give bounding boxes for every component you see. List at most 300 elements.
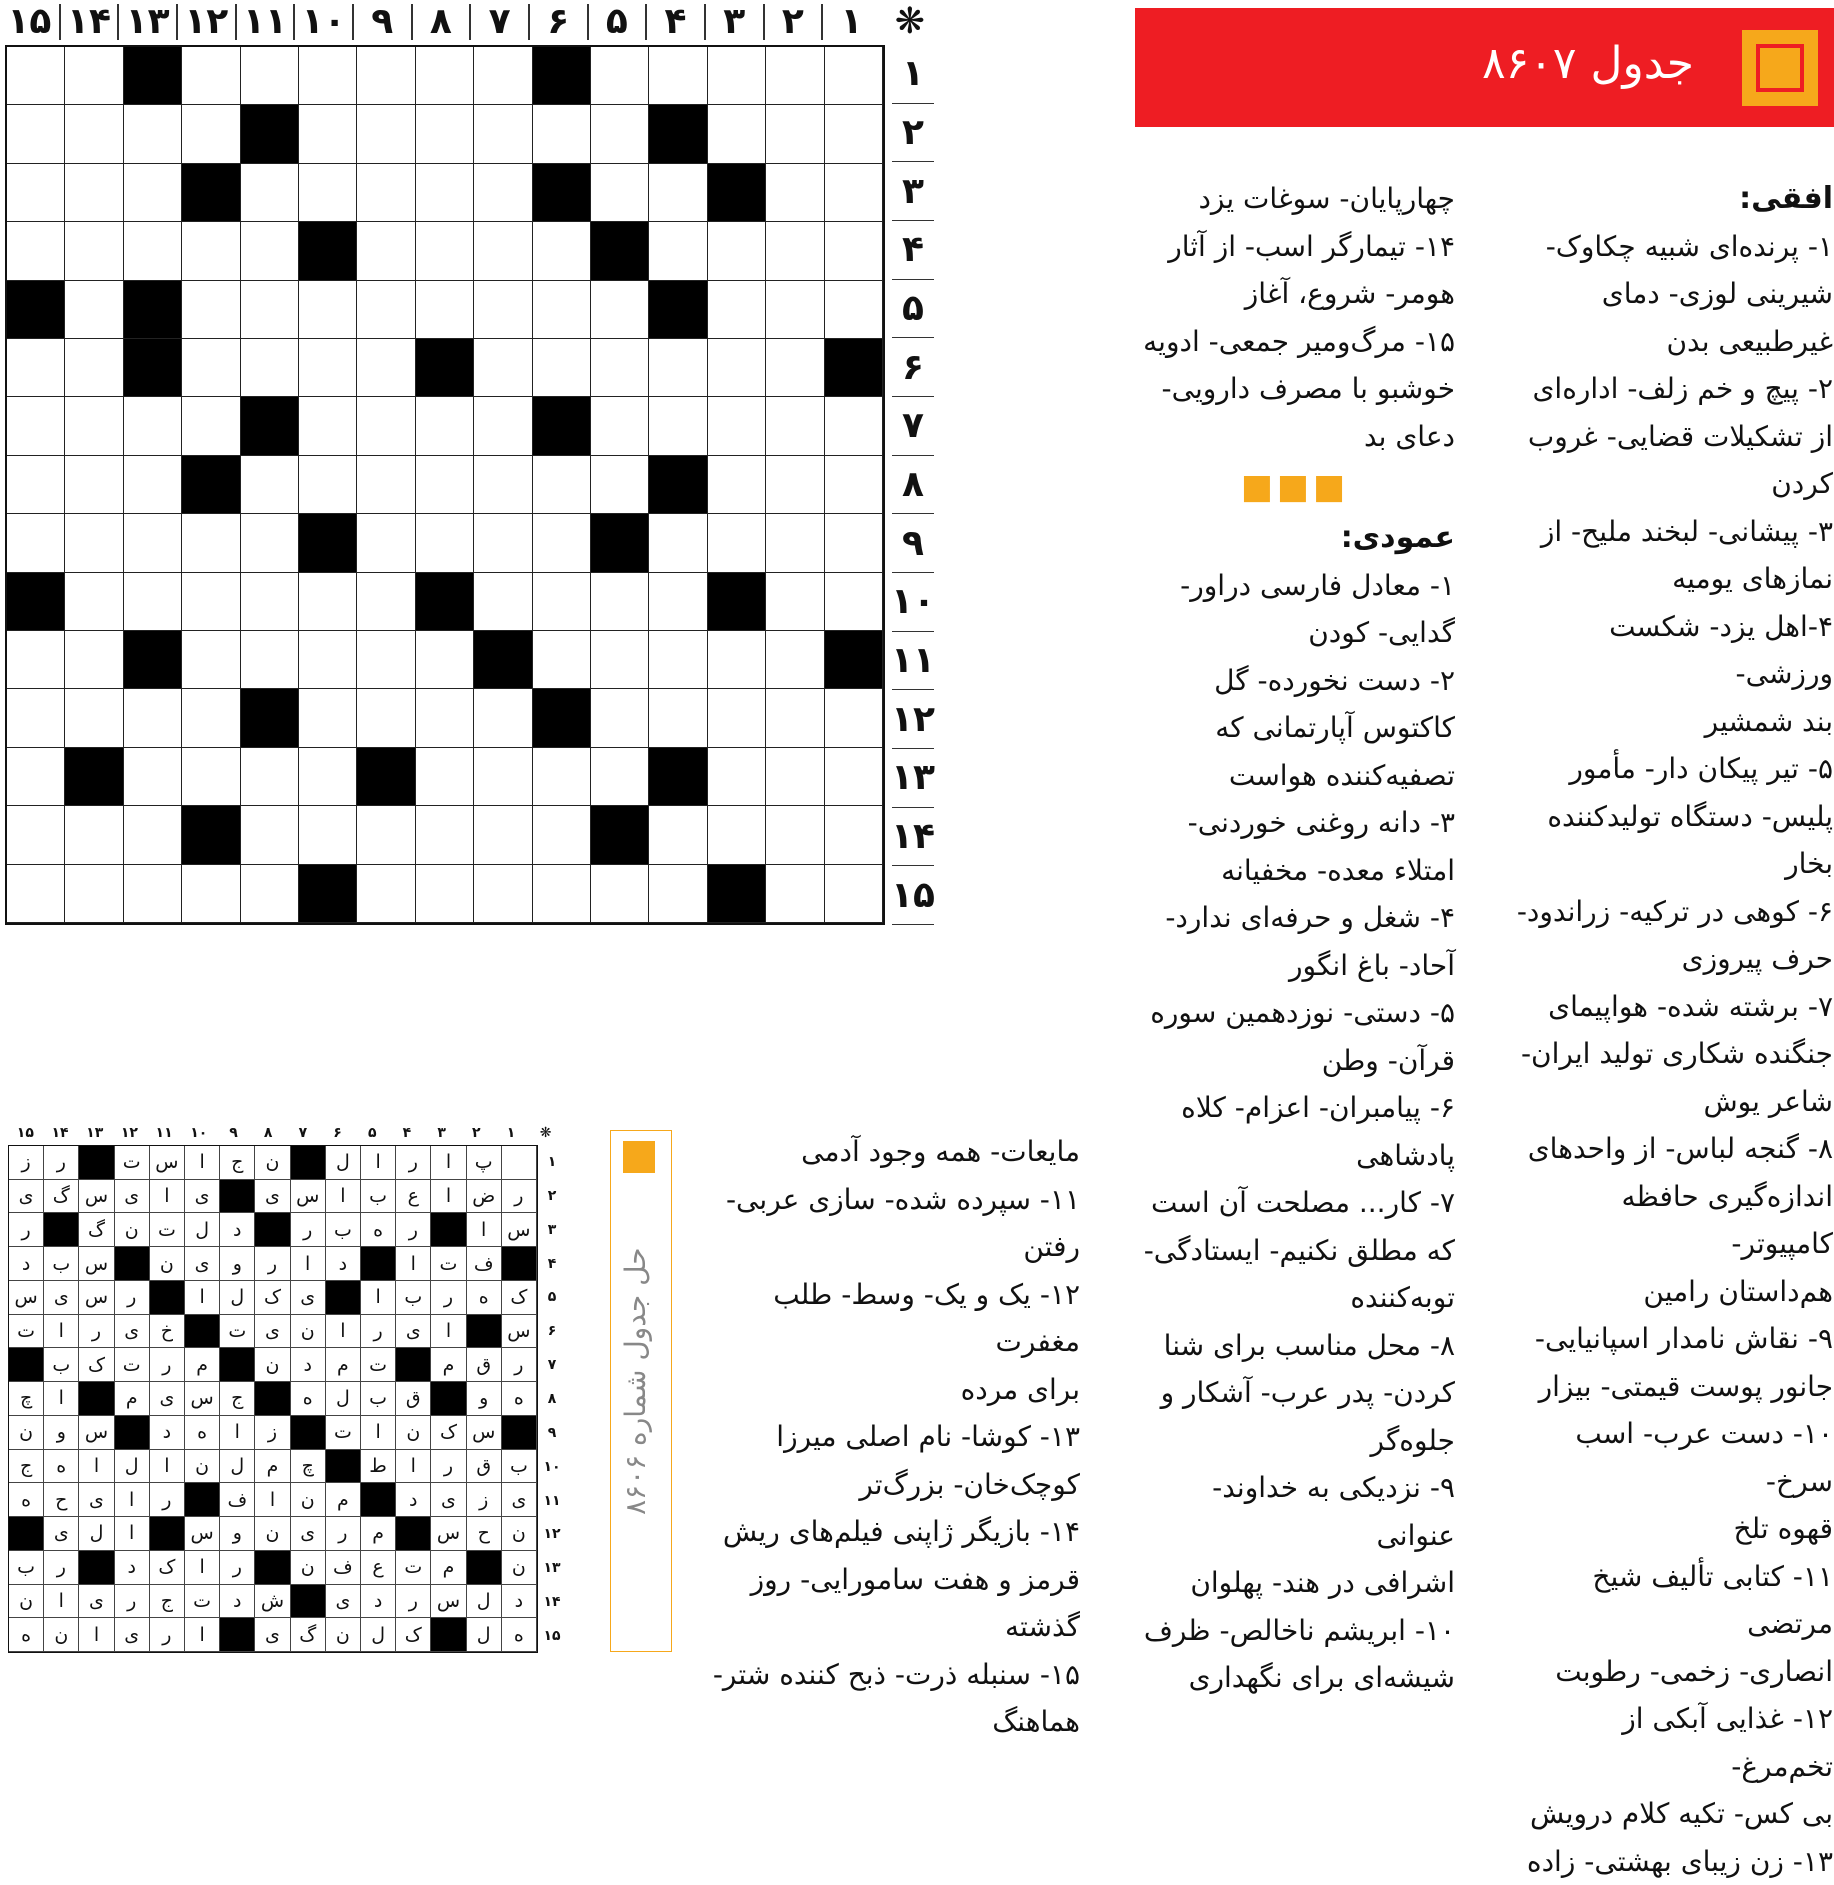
grid-cell[interactable] (182, 631, 240, 689)
grid-cell[interactable] (533, 865, 591, 923)
solution-cell: س (79, 1180, 114, 1214)
solution-cell: ا (291, 1247, 326, 1281)
clue-line: قرمز و هفت سامورایی- روز گذشته (700, 1556, 1080, 1651)
grid-cell[interactable] (241, 514, 299, 572)
grid-cell[interactable] (357, 397, 415, 455)
solution-cell: ن (291, 1315, 326, 1349)
grid-cell[interactable] (533, 631, 591, 689)
grid-cell[interactable] (825, 164, 883, 222)
clue-line: گدایی- کودن (1135, 609, 1455, 657)
solution-cell: د (115, 1551, 150, 1585)
black-cell (299, 514, 357, 572)
grid-cell[interactable] (299, 164, 357, 222)
grid-cell[interactable] (299, 689, 357, 747)
grid-cell[interactable] (299, 281, 357, 339)
grid-cell[interactable] (182, 573, 240, 631)
down-clues-continued (700, 1128, 1080, 1746)
grid-cell[interactable] (474, 806, 532, 864)
grid-cell[interactable] (591, 689, 649, 747)
grid-cell[interactable] (65, 164, 123, 222)
grid-cell[interactable] (241, 631, 299, 689)
grid-cell[interactable] (65, 105, 123, 163)
grid-cell[interactable] (182, 281, 240, 339)
solution-label: حل جدول شماره ۸۶۰۶ (619, 1201, 663, 1561)
grid-cell[interactable] (357, 47, 415, 105)
grid-cell[interactable] (416, 806, 474, 864)
grid-cell[interactable] (533, 456, 591, 514)
grid-cell[interactable] (591, 47, 649, 105)
grid-cell[interactable] (825, 105, 883, 163)
grid-cell[interactable] (766, 222, 824, 280)
grid-cell[interactable] (825, 689, 883, 747)
grid-cell[interactable] (708, 748, 766, 806)
solution-column-number: ۹ (216, 1125, 251, 1143)
grid-cell[interactable] (7, 164, 65, 222)
grid-cell[interactable] (649, 164, 707, 222)
grid-cell[interactable] (299, 748, 357, 806)
solution-cell: ج (220, 1382, 255, 1416)
solution-cell: س (502, 1213, 537, 1247)
grid-cell[interactable] (182, 865, 240, 923)
grid-cell[interactable] (591, 105, 649, 163)
grid-cell[interactable] (416, 514, 474, 572)
solution-cell: ق (467, 1450, 502, 1484)
grid-cell[interactable] (124, 806, 182, 864)
solution-cell: ی (185, 1247, 220, 1281)
grid-cell[interactable] (124, 105, 182, 163)
clue-line: ۱۲- غذایی آبکی از تخم‌مرغ- (1515, 1695, 1833, 1790)
grid-cell[interactable] (649, 573, 707, 631)
solution-black-cell (502, 1416, 537, 1450)
grid-cell[interactable] (357, 105, 415, 163)
grid-cell[interactable] (357, 164, 415, 222)
grid-cell[interactable] (65, 456, 123, 514)
grid-cell[interactable] (65, 865, 123, 923)
grid-cell[interactable] (124, 222, 182, 280)
grid-cell[interactable] (825, 222, 883, 280)
grid-cell[interactable] (649, 631, 707, 689)
grid-cell[interactable] (7, 339, 65, 397)
grid-cell[interactable] (474, 748, 532, 806)
grid-cell[interactable] (65, 47, 123, 105)
grid-cell[interactable] (474, 222, 532, 280)
clue-line: ۶- پیامبران- اعزام- کلاه (1135, 1084, 1455, 1132)
solution-row-number: ۱۰ (540, 1450, 564, 1484)
grid-cell[interactable] (649, 689, 707, 747)
solution-cell: ا (467, 1213, 502, 1247)
grid-cell[interactable] (7, 47, 65, 105)
grid-cell[interactable] (416, 865, 474, 923)
solution-black-cell (220, 1348, 255, 1382)
grid-cell[interactable] (708, 222, 766, 280)
solution-column-number: ۷ (286, 1125, 321, 1143)
grid-cell[interactable] (241, 748, 299, 806)
grid-cell[interactable] (649, 514, 707, 572)
grid-cell[interactable] (708, 806, 766, 864)
grid-cell[interactable] (65, 631, 123, 689)
solution-black-cell (255, 1551, 290, 1585)
solution-cell: گ (291, 1618, 326, 1652)
grid-cell[interactable] (591, 339, 649, 397)
black-cell (533, 47, 591, 105)
crossword-grid[interactable] (5, 45, 885, 925)
grid-cell[interactable] (124, 865, 182, 923)
solution-cell: ر (150, 1483, 185, 1517)
clue-line: ۲- پیچ و خم زلف- اداره‌ای (1515, 365, 1833, 413)
grid-cell[interactable] (416, 222, 474, 280)
grid-cell[interactable] (766, 631, 824, 689)
grid-cell[interactable] (182, 339, 240, 397)
grid-cell[interactable] (182, 105, 240, 163)
grid-cell[interactable] (533, 748, 591, 806)
solution-cell: ک (150, 1551, 185, 1585)
grid-cell[interactable] (416, 748, 474, 806)
grid-cell[interactable] (357, 865, 415, 923)
grid-cell[interactable] (416, 281, 474, 339)
solution-cell: س (185, 1517, 220, 1551)
grid-cell[interactable] (533, 339, 591, 397)
solution-cell: ی (44, 1517, 79, 1551)
grid-cell[interactable] (65, 514, 123, 572)
grid-cell[interactable] (241, 222, 299, 280)
solution-cell: ا (361, 1416, 396, 1450)
clue-line: اندازه‌گیری حافظه کامپیوتر- (1515, 1173, 1833, 1268)
solution-black-cell (185, 1315, 220, 1349)
grid-cell[interactable] (241, 339, 299, 397)
solution-cell (502, 1146, 537, 1180)
solution-cell: ح (44, 1483, 79, 1517)
clue-line: ۶- کوهی در ترکیه- زراندود- (1515, 888, 1833, 936)
grid-cell[interactable] (708, 47, 766, 105)
grid-cell[interactable] (766, 339, 824, 397)
solution-cell: ه (9, 1483, 44, 1517)
grid-cell[interactable] (357, 514, 415, 572)
clue-line: کردن- پدر عرب- آشکار و (1135, 1369, 1455, 1417)
grid-cell[interactable] (533, 222, 591, 280)
grid-cell[interactable] (474, 164, 532, 222)
grid-cell[interactable] (124, 573, 182, 631)
row-number: ۱۵ (892, 866, 934, 925)
black-cell (299, 865, 357, 923)
grid-cell[interactable] (766, 865, 824, 923)
grid-cell[interactable] (766, 47, 824, 105)
solution-black-cell (255, 1213, 290, 1247)
grid-cell[interactable] (357, 281, 415, 339)
grid-cell[interactable] (299, 105, 357, 163)
solution-cell: م (431, 1348, 466, 1382)
grid-cell[interactable] (533, 105, 591, 163)
solution-cell: س (467, 1416, 502, 1450)
grid-cell[interactable] (649, 865, 707, 923)
grid-cell[interactable] (649, 222, 707, 280)
grid-cell[interactable] (124, 164, 182, 222)
grid-cell[interactable] (357, 222, 415, 280)
grid-cell[interactable] (533, 806, 591, 864)
black-cell (7, 281, 65, 339)
solution-black-cell (467, 1315, 502, 1349)
grid-cell[interactable] (591, 631, 649, 689)
grid-cell[interactable] (766, 105, 824, 163)
row-number: ۱۳ (892, 749, 934, 808)
grid-cell[interactable] (825, 281, 883, 339)
grid-cell[interactable] (182, 397, 240, 455)
grid-cell[interactable] (708, 631, 766, 689)
solution-black-cell (431, 1618, 466, 1652)
grid-cell[interactable] (357, 573, 415, 631)
solution-black-cell (79, 1146, 114, 1180)
row-number: ۲ (892, 104, 934, 163)
grid-cell[interactable] (533, 514, 591, 572)
solution-cell: و (220, 1517, 255, 1551)
grid-cell[interactable] (474, 573, 532, 631)
grid-cell[interactable] (7, 865, 65, 923)
grid-cell[interactable] (416, 689, 474, 747)
solution-cell: ع (396, 1180, 431, 1214)
grid-cell[interactable] (766, 281, 824, 339)
across-clues (1515, 175, 1833, 1885)
grid-cell[interactable] (649, 339, 707, 397)
grid-cell[interactable] (182, 748, 240, 806)
grid-cell[interactable] (825, 514, 883, 572)
grid-cell[interactable] (65, 339, 123, 397)
grid-cell[interactable] (591, 164, 649, 222)
grid-cell[interactable] (474, 281, 532, 339)
grid-cell[interactable] (357, 456, 415, 514)
grid-cell[interactable] (766, 397, 824, 455)
grid-cell[interactable] (533, 573, 591, 631)
clue-line: حرف پیروزی (1515, 935, 1833, 983)
clue-line: ۴-اهل یزد- شکست ورزشی- (1515, 603, 1833, 698)
grid-cell[interactable] (649, 397, 707, 455)
grid-cell[interactable] (766, 164, 824, 222)
grid-cell[interactable] (825, 865, 883, 923)
clue-line: هماهنگ (700, 1698, 1080, 1746)
grid-cell[interactable] (649, 47, 707, 105)
grid-cell[interactable] (65, 222, 123, 280)
row-number-header (888, 45, 938, 925)
grid-cell[interactable] (299, 631, 357, 689)
grid-cell[interactable] (124, 514, 182, 572)
grid-cell[interactable] (474, 105, 532, 163)
grid-cell[interactable] (241, 456, 299, 514)
grid-cell[interactable] (474, 47, 532, 105)
grid-cell[interactable] (474, 514, 532, 572)
solution-cell: ز (255, 1416, 290, 1450)
grid-cell[interactable] (7, 806, 65, 864)
clue-line: رفتن (700, 1223, 1080, 1271)
grid-cell[interactable] (65, 281, 123, 339)
column-number: ۱۰ (293, 4, 352, 40)
grid-cell[interactable] (649, 806, 707, 864)
solution-black-cell (326, 1450, 361, 1484)
black-cell (182, 806, 240, 864)
solution-black-cell (150, 1281, 185, 1315)
clue-line: ۸- گنجه لباس- از واحدهای (1515, 1125, 1833, 1173)
clue-line: تصفیه‌کننده هواست (1135, 752, 1455, 800)
black-cell (7, 573, 65, 631)
grid-cell[interactable] (825, 397, 883, 455)
grid-cell[interactable] (825, 573, 883, 631)
grid-cell[interactable] (591, 281, 649, 339)
solution-cell: ر (220, 1551, 255, 1585)
grid-cell[interactable] (474, 689, 532, 747)
grid-cell[interactable] (591, 573, 649, 631)
grid-cell[interactable] (708, 689, 766, 747)
clue-line: پلیس- دستگاه تولیدکننده (1515, 793, 1833, 841)
grid-cell[interactable] (182, 689, 240, 747)
grid-cell[interactable] (299, 397, 357, 455)
grid-cell[interactable] (357, 806, 415, 864)
grid-cell[interactable] (825, 748, 883, 806)
solution-cell: س (150, 1146, 185, 1180)
clue-line: غیرطبیعی بدن (1515, 318, 1833, 366)
grid-cell[interactable] (766, 748, 824, 806)
black-cell (533, 164, 591, 222)
grid-cell[interactable] (416, 164, 474, 222)
solution-cell: ک (396, 1618, 431, 1652)
grid-cell[interactable] (7, 748, 65, 806)
grid-cell[interactable] (65, 689, 123, 747)
grid-cell[interactable] (241, 806, 299, 864)
grid-cell[interactable] (591, 456, 649, 514)
grid-cell[interactable] (124, 689, 182, 747)
solution-black-cell (396, 1348, 431, 1382)
grid-cell[interactable] (708, 397, 766, 455)
solution-cell: ا (326, 1180, 361, 1214)
solution-black-cell (291, 1416, 326, 1450)
grid-cell[interactable] (357, 689, 415, 747)
solution-black-cell (79, 1551, 114, 1585)
solution-cell: ر (431, 1450, 466, 1484)
grid-cell[interactable] (416, 397, 474, 455)
black-cell (708, 164, 766, 222)
grid-cell[interactable] (124, 456, 182, 514)
grid-cell[interactable] (7, 456, 65, 514)
grid-cell[interactable] (474, 397, 532, 455)
clue-line: نمازهای یومیه (1515, 555, 1833, 603)
grid-cell[interactable] (766, 573, 824, 631)
grid-cell[interactable] (299, 806, 357, 864)
grid-cell[interactable] (474, 339, 532, 397)
puzzle-title: جدول ۸۶۰۷ (1482, 38, 1694, 89)
grid-cell[interactable] (7, 631, 65, 689)
solution-cell: ح (467, 1517, 502, 1551)
grid-cell[interactable] (241, 164, 299, 222)
grid-cell[interactable] (7, 514, 65, 572)
solution-cell: ن (255, 1348, 290, 1382)
grid-cell[interactable] (7, 222, 65, 280)
puzzle-banner (1135, 8, 1834, 127)
solution-cell: م (326, 1483, 361, 1517)
solution-cell: ن (502, 1551, 537, 1585)
grid-cell[interactable] (299, 47, 357, 105)
grid-cell[interactable] (708, 514, 766, 572)
grid-cell[interactable] (182, 514, 240, 572)
grid-cell[interactable] (65, 573, 123, 631)
grid-cell[interactable] (708, 281, 766, 339)
grid-cell[interactable] (766, 689, 824, 747)
corner-symbol: ❋ (880, 4, 940, 40)
solution-black-cell (326, 1281, 361, 1315)
grid-cell[interactable] (241, 573, 299, 631)
grid-cell[interactable] (416, 105, 474, 163)
grid-cell[interactable] (825, 456, 883, 514)
solution-cell: و (467, 1382, 502, 1416)
solution-cell: ر (396, 1213, 431, 1247)
grid-cell[interactable] (357, 631, 415, 689)
solution-cell: و (44, 1416, 79, 1450)
column-number: ۱۳ (117, 4, 176, 40)
grid-cell[interactable] (124, 748, 182, 806)
grid-cell[interactable] (124, 397, 182, 455)
grid-cell[interactable] (65, 397, 123, 455)
grid-cell[interactable] (708, 339, 766, 397)
grid-cell[interactable] (7, 689, 65, 747)
solution-cell: ت (220, 1315, 255, 1349)
grid-cell[interactable] (299, 573, 357, 631)
solution-row-number: ۳ (540, 1213, 564, 1247)
grid-cell[interactable] (299, 456, 357, 514)
grid-cell[interactable] (416, 456, 474, 514)
grid-cell[interactable] (416, 631, 474, 689)
grid-cell[interactable] (825, 806, 883, 864)
grid-cell[interactable] (766, 514, 824, 572)
grid-cell[interactable] (474, 865, 532, 923)
grid-cell[interactable] (591, 397, 649, 455)
grid-cell[interactable] (241, 47, 299, 105)
clue-line: ۱- معادل فارسی دراور- (1135, 562, 1455, 610)
grid-cell[interactable] (474, 456, 532, 514)
solution-cell: م (326, 1348, 361, 1382)
grid-cell[interactable] (7, 397, 65, 455)
grid-cell[interactable] (533, 281, 591, 339)
solution-cell: ه (9, 1618, 44, 1652)
grid-cell[interactable] (182, 47, 240, 105)
grid-cell[interactable] (591, 748, 649, 806)
grid-cell[interactable] (591, 865, 649, 923)
solution-column-number: ۱۱ (147, 1125, 182, 1143)
grid-cell[interactable] (416, 47, 474, 105)
clue-line: چهارپایان- سوغات یزد (1135, 175, 1455, 223)
grid-cell[interactable] (357, 339, 415, 397)
grid-cell[interactable] (825, 47, 883, 105)
black-cell (591, 806, 649, 864)
solution-cell: ل (361, 1618, 396, 1652)
column-number: ۶ (528, 4, 587, 40)
grid-cell[interactable] (708, 456, 766, 514)
solution-black-cell (431, 1213, 466, 1247)
grid-cell[interactable] (182, 222, 240, 280)
solution-cell: م (361, 1517, 396, 1551)
separator-dots: ■■■ (1135, 472, 1455, 502)
solution-cell: د (291, 1348, 326, 1382)
grid-cell[interactable] (299, 339, 357, 397)
solution-cell: ر (291, 1213, 326, 1247)
grid-cell[interactable] (7, 105, 65, 163)
clue-line: ۳- دانه روغنی خوردنی- (1135, 799, 1455, 847)
grid-cell[interactable] (766, 456, 824, 514)
solution-cell: ر (361, 1315, 396, 1349)
solution-row-header (540, 1145, 564, 1653)
solution-cell: ل (115, 1450, 150, 1484)
grid-cell[interactable] (241, 865, 299, 923)
grid-cell[interactable] (766, 806, 824, 864)
grid-cell[interactable] (708, 105, 766, 163)
grid-cell[interactable] (241, 281, 299, 339)
grid-cell[interactable] (65, 806, 123, 864)
solution-row-number: ۸ (540, 1382, 564, 1416)
clue-line: ۱۳- کوشا- نام اصلی میرزا (700, 1413, 1080, 1461)
